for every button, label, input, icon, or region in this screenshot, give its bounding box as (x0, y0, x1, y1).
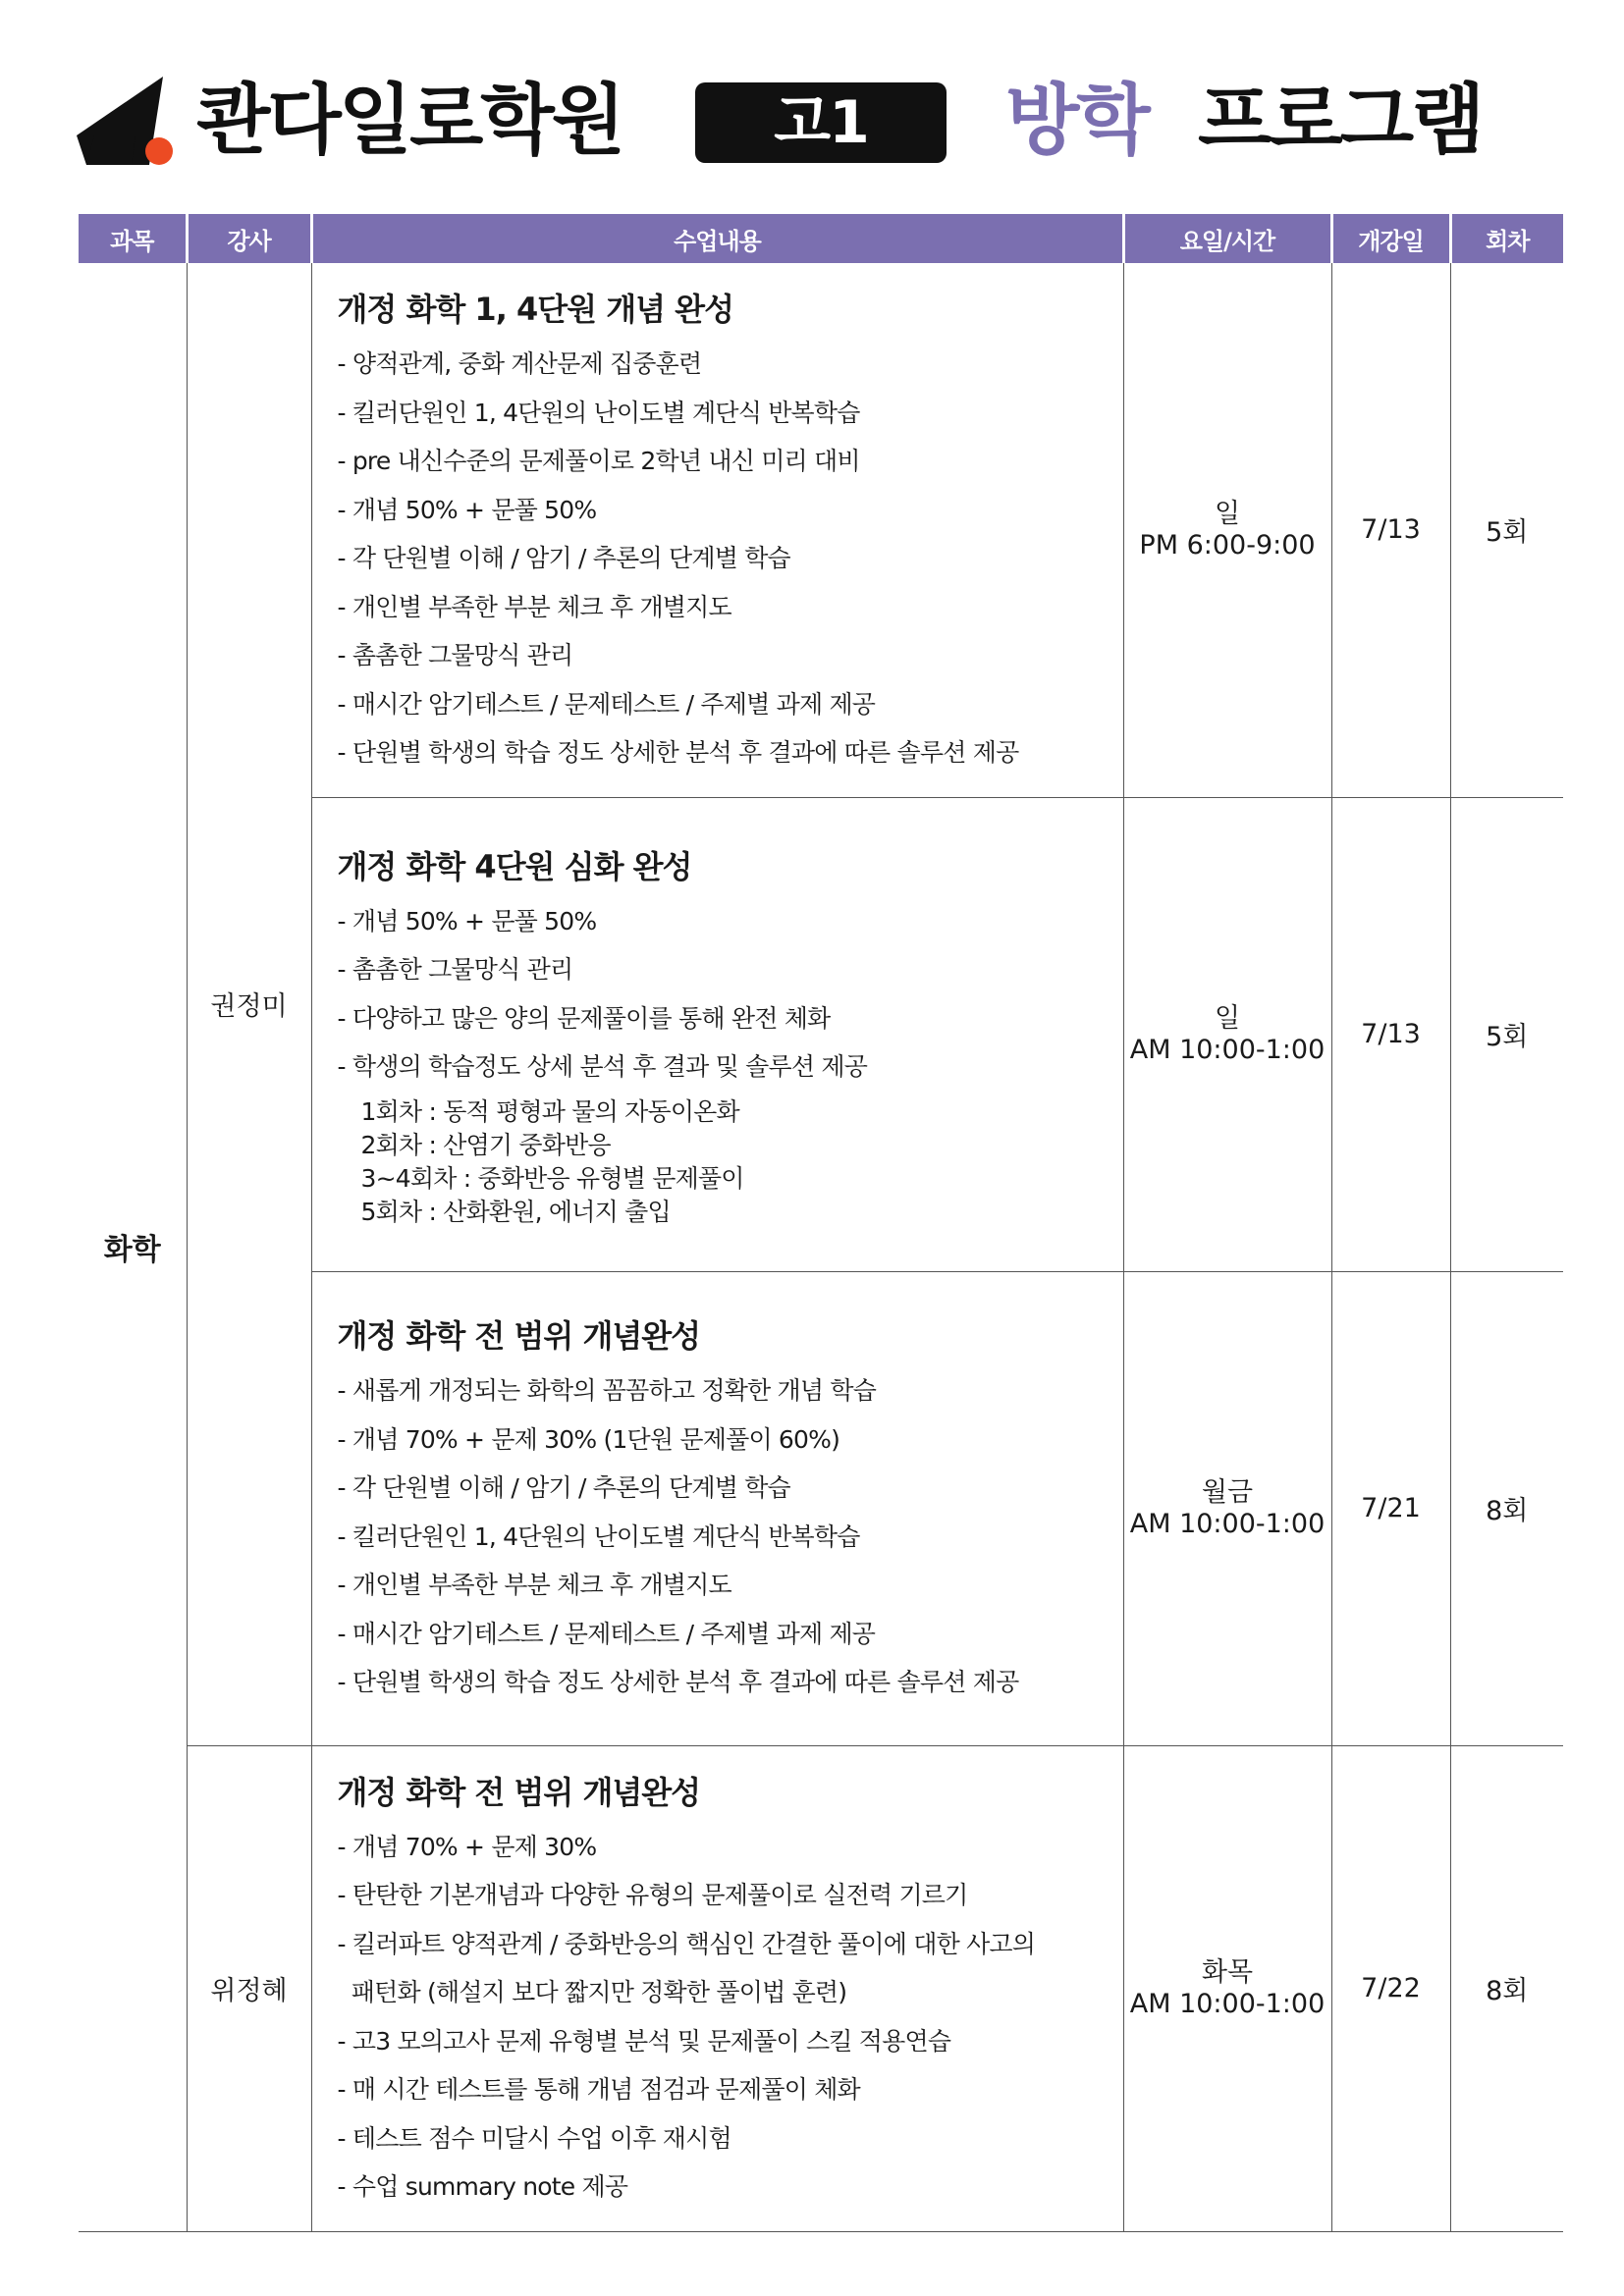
grade-badge: 고1 (695, 82, 947, 163)
schedule-day: 화목 (1201, 1956, 1254, 1988)
sessions-cell: 8회 (1450, 1745, 1563, 2231)
course-bullet: - 학생의 학습정도 상세 분석 후 결과 및 솔루션 제공 (337, 1052, 868, 1081)
course-bullet: - 탄탄한 기본개념과 다양한 유형의 문제풀이로 실전력 기르기 (337, 1881, 968, 1909)
course-bullet: - 매 시간 테스트를 통해 개념 점검과 문제풀이 체화 (337, 2075, 860, 2104)
course-bullet: - 개념 70% + 문제 30% (337, 1832, 597, 1861)
table-header-row (79, 214, 1563, 263)
title-main: 프로그램 (1198, 77, 1483, 165)
course-bullet: - 양적관계, 중화 계산문제 집중훈련 (337, 349, 702, 378)
course-title: 개정 화학 전 범위 개념완성 (337, 1317, 701, 1356)
course-bullet: - 개념 50% + 문풀 50% (337, 906, 597, 935)
course-bullet: - 매시간 암기테스트 / 문제테스트 / 주제별 과제 제공 (337, 1619, 876, 1648)
sessions-cell: 8회 (1450, 1271, 1563, 1745)
course-bullet: - 단원별 학생의 학습 정도 상세한 분석 후 결과에 따른 솔루션 제공 (337, 738, 1019, 767)
start-date-cell: 7/13 (1331, 263, 1450, 797)
sessions-cell: 5회 (1450, 797, 1563, 1271)
schedule-time: PM 6:00-9:00 (1139, 529, 1316, 561)
schedule-cell (1123, 797, 1331, 1271)
course-bullet: - 개인별 부족한 부분 체크 후 개별지도 (337, 592, 731, 621)
schedule-day: 일 (1214, 498, 1241, 529)
session-item: 1회차 : 동적 평형과 물의 자동이온화 (360, 1096, 739, 1126)
start-date-cell: 7/22 (1331, 1745, 1450, 2231)
course-bullet: 패턴화 (해설지 보다 짧지만 정확한 풀이법 훈련) (337, 1978, 847, 2006)
course-bullet: - 촘촘한 그물망식 관리 (337, 641, 573, 669)
schedule-time: AM 10:00-1:00 (1129, 1508, 1326, 1539)
header-start-date: 개강일 (1331, 214, 1450, 263)
course-bullet: - 단원별 학생의 학습 정도 상세한 분석 후 결과에 따른 솔루션 제공 (337, 1668, 1019, 1697)
schedule-time: AM 10:00-1:00 (1129, 1988, 1326, 2019)
course-bullet: - 매시간 암기테스트 / 문제테스트 / 주제별 과제 제공 (337, 689, 876, 719)
instructor-cell: 위정혜 (187, 1745, 311, 2231)
header-schedule: 요일/시간 (1123, 214, 1331, 263)
schedule-cell (1123, 1271, 1331, 1745)
course-bullet: - 개인별 부족한 부분 체크 후 개별지도 (337, 1571, 731, 1600)
schedule-cell (1123, 263, 1331, 797)
course-bullet: - 테스트 점수 미달시 수업 이후 재시험 (337, 2123, 731, 2153)
course-bullet: - 고3 모의고사 문제 유형별 분석 및 문제풀이 스킬 적용연습 (337, 2026, 951, 2056)
header-subject: 과목 (79, 214, 187, 263)
course-bullet: - 각 단원별 이해 / 암기 / 추론의 단계별 학습 (337, 544, 790, 572)
course-bullet: - pre 내신수준의 문제풀이로 2학년 내신 미리 대비 (337, 447, 860, 475)
course-bullet: - 수업 summary note 제공 (337, 2172, 628, 2201)
instructor-cell: 권정미 (187, 263, 311, 1745)
subject-cell: 화학 (79, 263, 187, 2231)
course-bullet: - 개념 70% + 문제 30% (1단원 문제풀이 60%) (337, 1424, 840, 1454)
course-title: 개정 화학 4단원 심화 완성 (337, 847, 692, 885)
session-item: 2회차 : 산염기 중화반응 (360, 1130, 611, 1159)
course-bullet: - 다양하고 많은 양의 문제풀이를 통해 완전 체화 (337, 1003, 831, 1033)
course-bullet: - 킬러파트 양적관계 / 중화반응의 핵심인 간결한 풀이에 대한 사고의 (337, 1929, 1036, 1958)
session-item: 5회차 : 산화환원, 에너지 출입 (360, 1197, 671, 1226)
program-table (79, 214, 1563, 2232)
course-content-cell (311, 797, 1123, 1271)
academy-name: 콴다일로학원 (196, 77, 623, 165)
course-bullet: - 킬러단원인 1, 4단원의 난이도별 계단식 반복학습 (337, 1522, 860, 1551)
sessions-cell: 5회 (1450, 263, 1563, 797)
course-content-cell (311, 1745, 1123, 2231)
session-item: 3~4회차 : 중화반응 유형별 문제풀이 (360, 1163, 744, 1193)
course-title: 개정 화학 1, 4단원 개념 완성 (337, 291, 734, 328)
schedule-day: 월금 (1201, 1476, 1254, 1508)
session-list (338, 1095, 1123, 1229)
course-bullet: - 촘촘한 그물망식 관리 (337, 955, 573, 984)
course-bullet: - 각 단원별 이해 / 암기 / 추론의 단계별 학습 (337, 1473, 790, 1503)
schedule-cell (1123, 1745, 1331, 2231)
course-bullet: - 새롭게 개정되는 화학의 꼼꼼하고 정확한 개념 학습 (337, 1376, 877, 1406)
academy-logo-icon (77, 77, 179, 165)
header-sessions: 회차 (1450, 214, 1563, 263)
course-content-cell (311, 263, 1123, 797)
table-row (79, 1745, 1563, 2231)
course-content-cell (311, 1271, 1123, 1745)
course-title: 개정 화학 전 범위 개념완성 (337, 1773, 701, 1811)
course-bullet: - 킬러단원인 1, 4단원의 난이도별 계단식 반복학습 (337, 398, 860, 427)
start-date-cell: 7/21 (1331, 1271, 1450, 1745)
start-date-cell: 7/13 (1331, 797, 1450, 1271)
course-bullet: - 개념 50% + 문풀 50% (337, 495, 597, 524)
table-row (79, 263, 1563, 797)
schedule-time: AM 10:00-1:00 (1129, 1034, 1326, 1065)
header-instructor: 강사 (187, 214, 311, 263)
title-accent: 방학 (1005, 77, 1148, 165)
header-content: 수업내용 (311, 214, 1123, 263)
page-header (0, 0, 1624, 206)
schedule-day: 일 (1214, 1002, 1241, 1034)
